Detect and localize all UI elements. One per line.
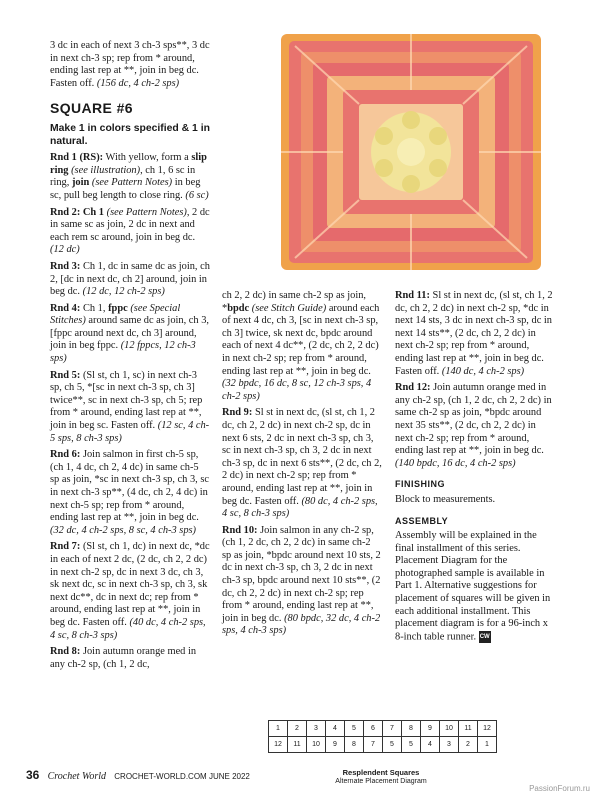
diagram-cell: 11 <box>459 721 478 737</box>
round-9: Rnd 9: Sl st in next dc, (sl st, ch 1, 2 dc, ch 2, 2 dc) in next ch-2 sp, dc in next 6 sts, 2 dc in next ch-3 sp, ch 3, sc in next ch-3 sp, ch 3, 2 dc in next ch-3 sp, dc in next 6 sts**, (2 dc, ch 2, 2 dc) in next ch-2 sp; rep from * around, ending last rep at **, join in beg dc. Fasten off. (80 dc, 4 ch-2 sps, 4 sc, 8 ch-3 sps) <box>222 407 382 520</box>
column-3 <box>395 290 553 648</box>
assembly-heading: ASSEMBLY <box>395 515 449 526</box>
round-4: Rnd 4: Ch 1, fppc (see Special Stitches) around same dc as join, ch 3, [fppc around next dc, ch 3] around, join in beg fppc. (12 fppcs, 12 ch-3 sps) <box>50 302 209 365</box>
paragraph: 3 dc in each of next 3 ch-3 sps**, 3 dc in next ch-3 sp; rep from * around, ending last rep at **, join in beg dc. Fasten off. (156 dc, 4 ch-2 sps) <box>50 40 210 89</box>
round-3: Rnd 3: Ch 1, dc in same dc as join, ch 2, [dc in next dc, ch 2] around, join in beg dc. (12 dc, 12 ch-2 sps) <box>50 260 210 298</box>
diagram-cell: 1 <box>478 737 497 753</box>
diagram-cell: 5 <box>345 721 364 737</box>
diagram-cell: 2 <box>288 721 307 737</box>
round-2: Rnd 2: Ch 1 (see Pattern Notes), 2 dc in same sc as join, 2 dc in next and each rem sc around, join in beg dc. (12 dc) <box>50 206 210 256</box>
assembly-text: Assembly will be explained in the final installment of this series. Placement Diagram for the photographed sample is available in Part 1. Alternative suggestions for placement of squares will be given in each additional installment. This placement diagram is for a 96-inch x 8-inch table runner. CW <box>395 530 551 643</box>
round-8: Rnd 8: Join autumn orange med in any ch-2 sp, (ch 1, 2 dc, <box>50 646 197 670</box>
diagram-cell: 1 <box>269 721 288 737</box>
make-instruction: Make 1 in colors specified & 1 in natural. <box>50 122 210 147</box>
diagram-cell: 7 <box>383 721 402 737</box>
diagram-cell: 5 <box>402 737 421 753</box>
round-7: Rnd 7: (Sl st, ch 1, dc) in next dc, *dc in each of next 2 dc, (2 dc, ch 2, 2 dc) in next ch-2 sp, dc in next 3 dc, ch 3, sk next dc, sc in next ch-3 sp, ch 3, sk next dc**, dc in next dc; rep from * around, ending last rep at **, join in beg dc. Fasten off. (40 dc, 4 ch-2 sps, 4 sc, 8 ch-3 sps) <box>50 541 210 641</box>
diagram-cell: 9 <box>421 721 440 737</box>
diagram-cell: 12 <box>269 737 288 753</box>
finishing-heading: FINISHING <box>395 479 446 490</box>
diagram-caption-subtitle: Alternate Placement Diagram <box>335 778 427 785</box>
round-8-continued: ch 2, 2 dc) in same ch-2 sp as join, *bpdc (see Stitch Guide) around each of next 4 dc, ch 3, [sc in next ch-3 sp, ch 3] twice, sk next dc, bpdc around each of next 4 dc**, (2 dc, ch 2, 2 dc) in next ch-2 sp; rep from * around, ending last rep at **, join in beg dc. (32 bpdc, 16 dc, 8 sc, 12 ch-3 sps, 4 ch-2 sps) <box>222 290 380 402</box>
end-mark-icon: CW <box>479 631 491 644</box>
round-1: Rnd 1 (RS): With yellow, form a slip ring (see illustration), ch 1, 6 sc in ring, join (see Pattern Notes) in beg sc, pull beg length to close ring. (6 sc) <box>50 152 209 201</box>
diagram-row-2 <box>269 737 497 753</box>
diagram-cell: 3 <box>307 721 326 737</box>
diagram-cell: 4 <box>326 721 345 737</box>
diagram-caption-title: Resplendent Squares <box>342 768 420 777</box>
diagram-cell: 2 <box>459 737 478 753</box>
diagram-cell: 11 <box>288 737 307 753</box>
diagram-cell: 8 <box>402 721 421 737</box>
round-12: Rnd 12: Join autumn orange med in any ch-2 sp, (ch 1, 2 dc, ch 2, 2 dc) in same ch-2 sp as join, *bpdc around next 35 sts**, (2 dc, ch 2, 2 dc) in next ch-2 sp; rep from * around, ending last rep at **, join in beg dc. (140 bpdc, 16 dc, 4 ch-2 sps) <box>395 382 552 469</box>
watermark: PassionForum.ru <box>529 784 590 793</box>
diagram-cell: 10 <box>307 737 326 753</box>
finishing-text: Block to measurements. <box>395 493 496 505</box>
section-title: SQUARE #6 <box>50 100 133 117</box>
round-6: Rnd 6: Join salmon in first ch-5 sp, (ch 1, 4 dc, ch 2, 4 dc) in same ch-5 sp as join, *sc in next ch-3 sp, ch 3, sc in next ch-3 sp**, (4 dc, ch 2, 4 dc) in next ch-5 sp; rep from * around, ending last rep at **, join in beg dc. (32 dc, 4 ch-2 sps, 8 sc, 4 ch-3 sps) <box>50 449 210 536</box>
column-1 <box>50 40 210 675</box>
diagram-cell: 8 <box>345 737 364 753</box>
granny-square-photo <box>275 30 547 275</box>
placement-diagram <box>268 720 497 753</box>
diagram-cell: 9 <box>326 737 345 753</box>
placement-grid <box>268 720 497 753</box>
diagram-cell: 12 <box>478 721 497 737</box>
column-2 <box>222 290 382 642</box>
round-5: Rnd 5: (Sl st, ch 1, sc) in next ch-3 sp, ch 5, *[sc in next ch-3 sp, ch 3] twice**, sc in next ch-3 sp, ch 5; rep from * around, ending last rep at **, join in beg sc. Fasten off. (12 sc, 4 ch-5 sps, 8 ch-3 sps) <box>50 369 210 444</box>
issue-date: JUNE 2022 <box>208 772 250 781</box>
diagram-cell: 3 <box>440 737 459 753</box>
diagram-cell: 10 <box>440 721 459 737</box>
diagram-cell: 6 <box>364 721 383 737</box>
page-footer <box>26 768 250 782</box>
round-11: Rnd 11: Sl st in next dc, (sl st, ch 1, 2 dc, ch 2, 2 dc) in next ch-2 sp, *dc in next 14 sts, 3 dc in next ch-3 sp, dc in next 14 sts**, (2 dc, ch 2, 2 dc) in next ch-2 sp; rep from * around, ending last rep at **, join in beg dc. Fasten off. (140 dc, 4 ch-2 sps) <box>395 290 553 377</box>
page-number: 36 <box>26 768 40 782</box>
diagram-cell: 4 <box>421 737 440 753</box>
diagram-cell: 5 <box>383 737 402 753</box>
magazine-name: Crochet World <box>47 771 107 782</box>
magazine-url: CROCHET-WORLD.COM <box>114 772 207 781</box>
round-10: Rnd 10: Join salmon in any ch-2 sp, (ch 1, 2 dc, ch 2, 2 dc) in same ch-2 sp as join, *bpdc around next 10 sts, 2 dc in next ch-3 sp, ch 3, 2 dc in next ch-3 sp, bpdc around next 10 sts**, (2 dc, ch 2, 2 dc) in next ch-2 sp; rep from * around, ending last rep at **, join in beg dc. (80 bpdc, 32 dc, 4 ch-2 sps, 4 ch-3 sps) <box>222 524 381 637</box>
diagram-cell: 7 <box>364 737 383 753</box>
diagram-row-1 <box>269 721 497 737</box>
